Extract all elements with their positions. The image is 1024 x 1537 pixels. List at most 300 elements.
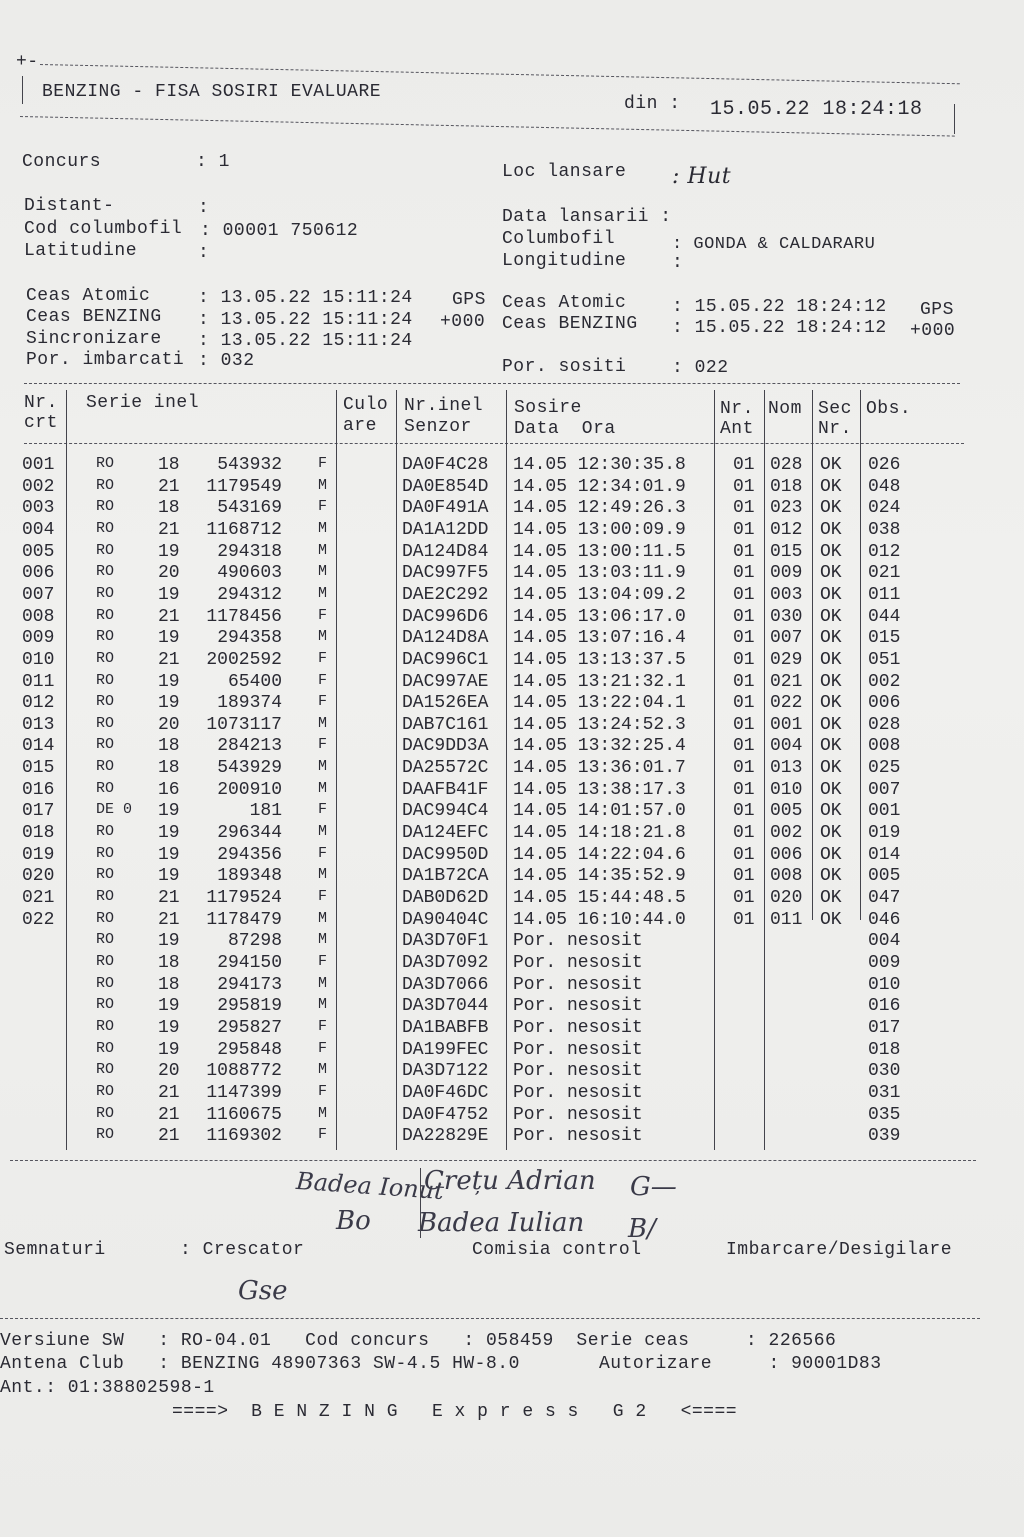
cell-obs: 002 (868, 671, 901, 692)
col-sosire-1: Sosire (514, 398, 582, 418)
ceas-atomic-start-value: : 13.05.22 15:11:24 (198, 288, 413, 308)
cell-sosire: 14.05 13:38:17.3 (513, 779, 686, 800)
cell-tara: RO (96, 1082, 115, 1100)
cell-obs: 010 (868, 974, 901, 995)
cell-an: 19 (158, 931, 180, 952)
cell-inel: 294173 (217, 974, 282, 995)
cell-sosire: 14.05 14:35:52.9 (513, 866, 686, 887)
sincronizare-value: : 13.05.22 15:11:24 (198, 331, 413, 351)
table-bottom-rule (10, 1160, 976, 1161)
cell-senzor: DA90404C (402, 909, 489, 930)
data-lansarii-label: Data lansarii : (502, 207, 672, 227)
cell-ant: 01 (733, 628, 755, 649)
ceas-benzing-end-value: : 15.05.22 18:24:12 (672, 318, 887, 338)
cell-sosire: 14.05 16:10:44.0 (513, 909, 686, 930)
cell-nom: 005 (770, 801, 803, 822)
cell-sosire: Por. nesosit (513, 931, 643, 952)
cell-sex: F (318, 1082, 328, 1100)
footer-line-version: Versiune SW : RO-04.01 Cod concurs : 058459 Serie ceas : 226566 (0, 1331, 837, 1351)
cell-obs: 019 (868, 823, 901, 844)
cell-sex: M (318, 476, 328, 494)
cell-sex: M (318, 1104, 328, 1122)
handwritten-signature-3: Badea Iulian (418, 1208, 585, 1238)
cell-inel: 1178479 (206, 909, 282, 930)
cell-ant: 01 (733, 606, 755, 627)
cell-inel: 189348 (217, 866, 282, 887)
cell-sex: F (318, 671, 328, 689)
cell-obs: 031 (868, 1082, 901, 1103)
cell-sex: F (318, 606, 328, 624)
cell-inel: 189374 (217, 693, 282, 714)
cell-nom: 006 (770, 844, 803, 865)
cell-an: 19 (158, 1039, 180, 1060)
table-row (0, 931, 1024, 952)
header-left-bar (22, 76, 23, 104)
columbofil-value: : GONDA & CALDARARU (672, 235, 876, 254)
cell-obs: 008 (868, 736, 901, 757)
table-row (0, 1018, 1024, 1039)
por-sositi-value: : 022 (672, 358, 729, 378)
cell-an: 21 (158, 519, 180, 540)
cell-inel: 295827 (217, 1017, 282, 1038)
col-sep-4 (506, 390, 507, 1150)
ceas-benzing-end-extra: +000 (910, 321, 956, 341)
cell-sec: OK (820, 476, 842, 497)
cell-obs: 014 (868, 844, 901, 865)
cell-sosire: Por. nesosit (513, 974, 643, 995)
cell-ant: 01 (733, 649, 755, 670)
cell-sex: M (318, 779, 328, 797)
cell-obs: 006 (868, 693, 901, 714)
cell-senzor: DA3D7122 (402, 1061, 489, 1082)
cell-ant: 01 (733, 455, 755, 475)
concurs-label: Concurs (22, 152, 102, 172)
cell-nr: 005 (22, 541, 55, 562)
cell-sex: M (318, 909, 328, 927)
col-nom: Nom (768, 399, 802, 419)
table-row (0, 953, 1024, 974)
cell-tara: RO (96, 1104, 115, 1122)
cell-obs: 017 (868, 1017, 901, 1038)
table-row (0, 563, 1024, 584)
cell-tara: RO (96, 649, 115, 667)
cell-ant: 01 (733, 584, 755, 605)
table-row (0, 910, 1024, 931)
cell-tara: RO (96, 693, 115, 711)
cell-ant: 01 (733, 714, 755, 735)
cell-an: 19 (158, 1017, 180, 1038)
cell-ant: 01 (733, 541, 755, 562)
cell-sosire: Por. nesosit (513, 1039, 643, 1060)
cell-nom: 013 (770, 758, 803, 779)
col-sosire-2: Data Ora (514, 419, 616, 439)
cell-an: 18 (158, 498, 180, 519)
handwritten-signature-1: Badea Ionut (295, 1166, 445, 1206)
cell-obs: 011 (868, 584, 901, 605)
cell-sec: OK (820, 779, 842, 800)
cell-nom: 022 (770, 693, 803, 714)
cell-senzor: DAC997AE (402, 671, 489, 692)
col-nrinel-2: Senzor (404, 417, 472, 437)
cell-an: 20 (158, 563, 180, 584)
cell-tara: RO (96, 1017, 115, 1035)
semnaturi-label: Semnaturi (4, 1240, 106, 1260)
cell-tara: RO (96, 606, 115, 624)
cell-nom: 030 (770, 606, 803, 627)
cell-obs: 024 (868, 498, 901, 519)
cell-sosire: 14.05 12:49:26.3 (513, 498, 686, 519)
latitudine-label: Latitudine (24, 241, 138, 261)
cell-inel: 1168712 (206, 519, 282, 540)
cell-nom: 018 (770, 476, 803, 497)
cell-sosire: Por. nesosit (513, 1082, 643, 1103)
cell-nom: 002 (770, 823, 803, 844)
cell-obs: 044 (868, 606, 901, 627)
cell-an: 19 (158, 823, 180, 844)
table-header-rule (24, 443, 964, 444)
col-nr-ant-1: Nr. (720, 399, 754, 419)
table-row (0, 520, 1024, 541)
cell-tara: RO (96, 671, 115, 689)
cell-inel: 1147399 (206, 1082, 282, 1103)
cell-nr: 008 (22, 606, 55, 627)
cell-ant: 01 (733, 498, 755, 519)
cell-obs: 009 (868, 952, 901, 973)
cell-nom: 004 (770, 736, 803, 757)
cell-an: 19 (158, 541, 180, 562)
cell-tara: RO (96, 519, 115, 537)
cell-senzor: DA3D70F1 (402, 931, 489, 952)
ceas-atomic-start-extra: GPS (452, 290, 486, 310)
cell-nom: 010 (770, 779, 803, 800)
cell-sex: F (318, 1039, 328, 1057)
table-row (0, 996, 1024, 1017)
col-culoare-1: Culo (343, 395, 389, 415)
cell-nr: 019 (22, 844, 55, 865)
cell-obs: 028 (868, 714, 901, 735)
cell-ant: 01 (733, 693, 755, 714)
cell-nom: 001 (770, 714, 803, 735)
table-row (0, 715, 1024, 736)
table-row (0, 801, 1024, 822)
table-row (0, 845, 1024, 866)
col-sec-1: Sec (818, 399, 852, 419)
cell-nr: 018 (22, 823, 55, 844)
cell-sec: OK (820, 563, 842, 584)
cell-sec: OK (820, 455, 842, 475)
cell-nom: 029 (770, 649, 803, 670)
cell-senzor: DA25572C (402, 758, 489, 779)
cod-columbofil-label: Cod columbofil (24, 219, 183, 239)
cell-senzor: DAC9950D (402, 844, 489, 865)
cell-ant: 01 (733, 801, 755, 822)
cell-inel: 294312 (217, 584, 282, 605)
cell-sec: OK (820, 736, 842, 757)
cell-nom: 011 (770, 909, 803, 930)
cell-an: 18 (158, 758, 180, 779)
ceas-benzing-end-label: Ceas BENZING (502, 314, 638, 334)
cell-inel: 2002592 (206, 649, 282, 670)
cell-inel: 490603 (217, 563, 282, 584)
table-row (0, 628, 1024, 649)
cell-ant: 01 (733, 888, 755, 908)
cell-senzor: DA1A12DD (402, 519, 489, 540)
din-value: 15.05.22 18:24:18 (710, 98, 923, 121)
col-nr-crt-2: crt (24, 413, 58, 433)
col-sep-2 (336, 390, 337, 1150)
cell-sosire: 14.05 13:24:52.3 (513, 714, 686, 735)
cell-sec: OK (820, 823, 842, 844)
cell-obs: 004 (868, 931, 901, 952)
cell-nom: 023 (770, 498, 803, 519)
cell-an: 19 (158, 584, 180, 605)
table-row (0, 1083, 1024, 1104)
cell-sec: OK (820, 649, 842, 670)
table-top-rule (24, 383, 960, 384)
cell-ant: 01 (733, 563, 755, 584)
comisia-label: Comisia control (472, 1240, 642, 1260)
cell-sosire: 14.05 14:22:04.6 (513, 844, 686, 865)
cell-an: 18 (158, 974, 180, 995)
cell-inel: 1169302 (206, 1126, 282, 1147)
cell-sex: F (318, 1126, 328, 1144)
cell-sex: M (318, 866, 328, 884)
cell-nr: 010 (22, 649, 55, 670)
footer-line-ant: Ant.: 01:38802598-1 (0, 1378, 215, 1398)
cell-obs: 048 (868, 476, 901, 497)
table-row (0, 888, 1024, 909)
cell-sex: F (318, 1017, 328, 1035)
col-serie-inel: Serie inel (86, 393, 200, 413)
cell-an: 20 (158, 714, 180, 735)
cell-sec: OK (820, 606, 842, 627)
cell-inel: 1088772 (206, 1061, 282, 1082)
cell-obs: 051 (868, 649, 901, 670)
cell-tara: RO (96, 758, 115, 776)
cell-tara: RO (96, 1061, 115, 1079)
cell-sex: M (318, 714, 328, 732)
table-row (0, 607, 1024, 628)
cell-sosire: Por. nesosit (513, 1017, 643, 1038)
cell-an: 19 (158, 844, 180, 865)
cell-nr: 020 (22, 866, 55, 887)
cell-an: 19 (158, 671, 180, 692)
cell-inel: 1179524 (206, 888, 282, 908)
table-row (0, 477, 1024, 498)
cell-nr: 013 (22, 714, 55, 735)
signature-mark-4: Gse (238, 1276, 288, 1306)
table-row (0, 1061, 1024, 1082)
cell-obs: 038 (868, 519, 901, 540)
cell-tara: RO (96, 779, 115, 797)
cell-sosire: 14.05 13:06:17.0 (513, 606, 686, 627)
cell-obs: 035 (868, 1104, 901, 1125)
cell-inel: 295819 (217, 996, 282, 1017)
cell-sec: OK (820, 909, 842, 930)
table-row (0, 736, 1024, 757)
table-row (0, 1105, 1024, 1126)
cell-tara: RO (96, 974, 115, 992)
cell-senzor: DA1B72CA (402, 866, 489, 887)
cell-ant: 01 (733, 476, 755, 497)
cell-tara: RO (96, 996, 115, 1014)
cell-sex: F (318, 455, 328, 472)
col-sep-1 (66, 390, 67, 1150)
distanta-value: : (198, 198, 210, 218)
cell-inel: 294150 (217, 952, 282, 973)
cell-nr: 012 (22, 693, 55, 714)
table-row (0, 672, 1024, 693)
header-right-bar (954, 104, 955, 134)
ceas-benzing-start-label: Ceas BENZING (26, 307, 162, 327)
cell-tara: RO (96, 455, 115, 472)
cell-tara: RO (96, 1126, 115, 1144)
columbofil-label: Columbofil (502, 229, 616, 249)
cell-sec: OK (820, 498, 842, 519)
cell-an: 19 (158, 693, 180, 714)
cell-an: 19 (158, 628, 180, 649)
table-row (0, 585, 1024, 606)
cell-sec: OK (820, 844, 842, 865)
ceas-atomic-end-extra: GPS (920, 300, 954, 320)
cell-sex: M (318, 996, 328, 1014)
cell-nr: 015 (22, 758, 55, 779)
cell-sosire: 14.05 14:18:21.8 (513, 823, 686, 844)
loc-lansare-value: : Hut (672, 164, 732, 189)
cell-inel: 65400 (227, 671, 282, 692)
cell-sosire: 14.05 12:30:35.8 (513, 455, 686, 475)
cell-an: 18 (158, 952, 180, 973)
cell-inel: 1178456 (206, 606, 282, 627)
corner-mark: +- (16, 52, 39, 72)
cell-an: 21 (158, 1104, 180, 1125)
cell-sosire: 14.05 13:13:37.5 (513, 649, 686, 670)
cell-tara: DE 0 (96, 801, 133, 819)
cell-sec: OK (820, 888, 842, 908)
cell-nr: 002 (22, 476, 55, 497)
cell-tara: RO (96, 952, 115, 970)
cell-sec: OK (820, 758, 842, 779)
cell-obs: 021 (868, 563, 901, 584)
col-sep-8 (860, 390, 861, 920)
cell-sex: M (318, 758, 328, 776)
cell-senzor: DA3D7092 (402, 952, 489, 973)
cell-sosire: 14.05 13:36:01.7 (513, 758, 686, 779)
table-row (0, 1126, 1024, 1147)
cell-sex: F (318, 888, 328, 905)
cell-an: 20 (158, 1061, 180, 1082)
cell-sosire: 14.05 13:07:16.4 (513, 628, 686, 649)
cell-sosire: Por. nesosit (513, 996, 643, 1017)
cell-nom: 015 (770, 541, 803, 562)
cell-an: 19 (158, 996, 180, 1017)
cell-obs: 026 (868, 455, 901, 475)
cell-an: 21 (158, 476, 180, 497)
cell-inel: 294358 (217, 628, 282, 649)
cell-an: 21 (158, 1126, 180, 1147)
footer-brand: ====> B E N Z I N G E x p r e s s G 2 <==== (172, 1402, 738, 1422)
cell-senzor: DA1526EA (402, 693, 489, 714)
cell-sosire: 14.05 13:04:09.2 (513, 584, 686, 605)
cell-senzor: DA22829E (402, 1126, 489, 1147)
cell-sec: OK (820, 628, 842, 649)
cell-obs: 005 (868, 866, 901, 887)
col-sep-5 (714, 390, 715, 1150)
cell-obs: 030 (868, 1061, 901, 1082)
cell-tara: RO (96, 541, 115, 559)
ceas-atomic-end-label: Ceas Atomic (502, 293, 627, 313)
cell-senzor: DA124D8A (402, 628, 489, 649)
cell-tara: RO (96, 476, 115, 494)
cell-sec: OK (820, 693, 842, 714)
cell-senzor: DA199FEC (402, 1039, 489, 1060)
cell-tara: RO (96, 931, 115, 949)
cell-inel: 294318 (217, 541, 282, 562)
cell-tara: RO (96, 498, 115, 516)
cell-inel: 295848 (217, 1039, 282, 1060)
cell-obs: 018 (868, 1039, 901, 1060)
cell-an: 21 (158, 909, 180, 930)
table-row (0, 650, 1024, 671)
cell-nom: 020 (770, 888, 803, 908)
cell-ant: 01 (733, 736, 755, 757)
cell-ant: 01 (733, 779, 755, 800)
cell-tara: RO (96, 823, 115, 841)
cell-senzor: DAC996D6 (402, 606, 489, 627)
cell-ant: 01 (733, 909, 755, 930)
cell-an: 16 (158, 779, 180, 800)
ceas-benzing-start-extra: +000 (440, 312, 486, 332)
cell-sex: F (318, 801, 328, 819)
cell-inel: 1160675 (206, 1104, 282, 1125)
table-row (0, 455, 1024, 476)
cell-nom: 003 (770, 584, 803, 605)
cell-sec: OK (820, 801, 842, 822)
cell-nr: 007 (22, 584, 55, 605)
document-title: BENZING - FISA SOSIRI EVALUARE (42, 82, 382, 102)
cell-inel: 200910 (217, 779, 282, 800)
cell-sosire: 14.05 13:03:11.9 (513, 563, 686, 584)
cell-nr: 016 (22, 779, 55, 800)
cell-sec: OK (820, 671, 842, 692)
table-row (0, 975, 1024, 996)
table-row (0, 823, 1024, 844)
cell-nr: 006 (22, 563, 55, 584)
table-row (0, 498, 1024, 519)
cell-inel: 296344 (217, 823, 282, 844)
cell-tara: RO (96, 909, 115, 927)
cell-sosire: 14.05 12:34:01.9 (513, 476, 686, 497)
col-sep-3 (396, 390, 397, 1150)
cell-senzor: DA124EFC (402, 823, 489, 844)
cell-nom: 028 (770, 455, 803, 475)
cell-sosire: 14.05 15:44:48.5 (513, 888, 686, 908)
cell-obs: 046 (868, 909, 901, 930)
longitudine-value: : (672, 253, 684, 273)
table-row (0, 866, 1024, 887)
cell-sex: F (318, 649, 328, 667)
cell-nr: 014 (22, 736, 55, 757)
signature-mark-2: G— (630, 1172, 677, 1202)
cell-sex: M (318, 563, 328, 581)
cell-obs: 025 (868, 758, 901, 779)
cell-obs: 007 (868, 779, 901, 800)
cell-senzor: DA124D84 (402, 541, 489, 562)
cell-sex: M (318, 1061, 328, 1079)
cell-nom: 008 (770, 866, 803, 887)
cell-nr: 017 (22, 801, 55, 822)
cell-inel: 294356 (217, 844, 282, 865)
